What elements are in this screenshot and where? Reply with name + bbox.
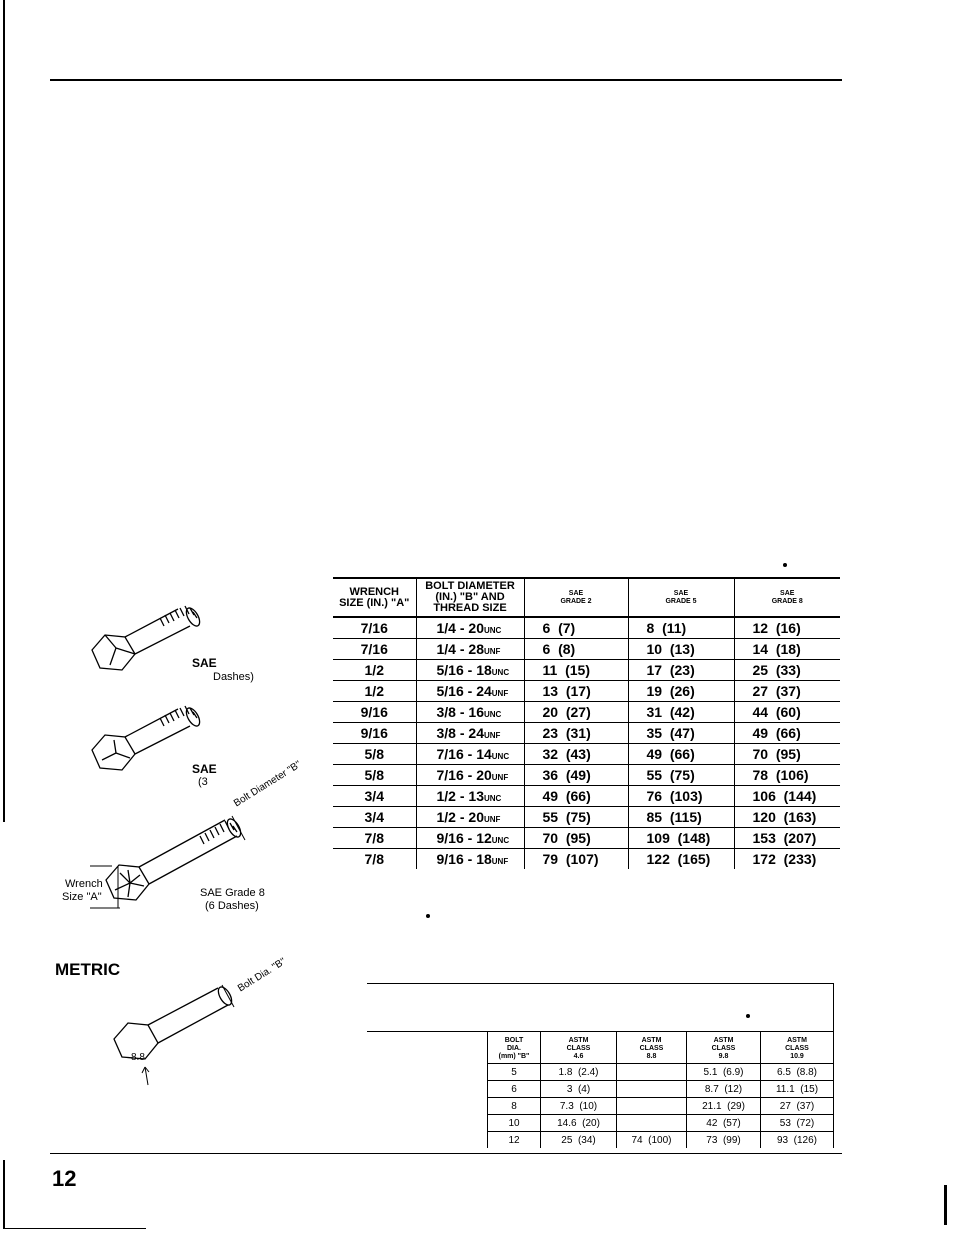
right-edge-mark <box>944 1185 947 1225</box>
wrench-size-label-line1: Wrench <box>65 878 103 890</box>
grade5-torque-cell: 31 (42) <box>628 702 734 723</box>
header-astm-class-9-8: ASTM CLASS 9.8 <box>687 1032 761 1064</box>
page-number: 12 <box>52 1166 77 1191</box>
class-9-8-cell: 21.1 (29) <box>687 1098 761 1115</box>
metric-torque-table <box>487 1032 834 1148</box>
grade2-torque-cell: 79 (107) <box>524 849 628 870</box>
grade2-torque-cell: 36 (49) <box>524 765 628 786</box>
table-row <box>333 765 840 786</box>
class-8-8-cell <box>617 1098 687 1115</box>
bolt2-label-line2: (3 <box>198 776 208 788</box>
table-row <box>333 849 840 870</box>
bolt-size: 3/8 - 16 <box>436 704 484 720</box>
top-rule <box>50 79 842 81</box>
class-10-9-cell: 6.5 (8.8) <box>761 1064 834 1081</box>
bolt-thread-cell <box>416 828 524 849</box>
grade5-torque-cell: 35 (47) <box>628 723 734 744</box>
bolt-thread-cell <box>416 723 524 744</box>
sae-bolt-grade5-icon <box>92 706 202 770</box>
bolt-size: 7/16 - 20 <box>436 767 492 783</box>
wrench-size-cell: 7/8 <box>333 849 416 870</box>
class-4-6-cell: 3 (4) <box>541 1081 617 1098</box>
bolt-size: 5/16 - 24 <box>436 683 492 699</box>
grade5-torque-cell: 49 (66) <box>628 744 734 765</box>
bolt-thread-cell <box>416 765 524 786</box>
bolt-thread-cell <box>416 702 524 723</box>
metric-table-header-row <box>488 1032 834 1064</box>
grade5-torque-cell: 17 (23) <box>628 660 734 681</box>
table-row <box>333 617 840 639</box>
class-9-8-cell: 8.7 (12) <box>687 1081 761 1098</box>
bolt-thread-cell <box>416 681 524 702</box>
grade8-torque-cell: 153 (207) <box>734 828 840 849</box>
bolt-thread-cell <box>416 744 524 765</box>
bolt-size: 9/16 - 18 <box>436 851 492 867</box>
grade5-torque-cell: 109 (148) <box>628 828 734 849</box>
bolt-size: 1/4 - 20 <box>436 620 484 636</box>
table-row <box>333 786 840 807</box>
sae-bolt-grade2-icon <box>92 606 202 670</box>
footnote-dot <box>783 563 787 567</box>
table-row <box>333 828 840 849</box>
sae-table-header-row <box>333 578 840 617</box>
table-row <box>333 723 840 744</box>
grade2-torque-cell: 6 (7) <box>524 617 628 639</box>
class-4-6-cell: 25 (34) <box>541 1132 617 1149</box>
grade8-torque-cell: 70 (95) <box>734 744 840 765</box>
bottom-rule <box>50 1153 842 1154</box>
class-8-8-cell <box>617 1081 687 1098</box>
grade8-torque-cell: 49 (66) <box>734 723 840 744</box>
class-10-9-cell: 27 (37) <box>761 1098 834 1115</box>
thread-type: UNC <box>491 668 510 677</box>
bolt-thread-cell <box>416 849 524 870</box>
header-bolt-dia-mm: BOLT DIA. (mm) "B" <box>488 1032 541 1064</box>
grade2-torque-cell: 6 (8) <box>524 639 628 660</box>
table-row <box>333 807 840 828</box>
class-8-8-cell <box>617 1115 687 1132</box>
grade8-torque-cell: 27 (37) <box>734 681 840 702</box>
metric-title-box <box>367 983 834 1032</box>
sae-bolt-illustrations <box>50 590 290 920</box>
table-row <box>333 681 840 702</box>
wrench-size-cell: 3/4 <box>333 807 416 828</box>
bolt-size: 1/4 - 28 <box>436 641 484 657</box>
grade5-torque-cell: 19 (26) <box>628 681 734 702</box>
metric-head-mark: 8.8 <box>131 1052 145 1063</box>
grade5-torque-cell: 76 (103) <box>628 786 734 807</box>
table-row <box>488 1081 834 1098</box>
grade8-torque-cell: 120 (163) <box>734 807 840 828</box>
grade5-torque-cell: 85 (115) <box>628 807 734 828</box>
wrench-size-cell: 7/16 <box>333 617 416 639</box>
left-margin-line-lower <box>3 1160 5 1228</box>
header-sae-grade5: SAE GRADE 5 <box>628 578 734 617</box>
header-wrench-size: WRENCH SIZE (IN.) "A" <box>333 578 416 617</box>
header-astm-class-10-9: ASTM CLASS 10.9 <box>761 1032 834 1064</box>
bolt-dia-cell: 8 <box>488 1098 541 1115</box>
class-10-9-cell: 53 (72) <box>761 1115 834 1132</box>
wrench-size-cell: 5/8 <box>333 744 416 765</box>
grade2-torque-cell: 11 (15) <box>524 660 628 681</box>
class-4-6-cell: 7.3 (10) <box>541 1098 617 1115</box>
thread-type: UNC <box>483 710 502 719</box>
grade8-torque-cell: 12 (16) <box>734 617 840 639</box>
bolt-size: 1/2 - 20 <box>436 809 484 825</box>
thread-type: UNF <box>491 689 509 698</box>
grade8-torque-cell: 44 (60) <box>734 702 840 723</box>
class-10-9-cell: 93 (126) <box>761 1132 834 1149</box>
thread-type: UNF <box>483 647 501 656</box>
header-astm-class-8-8: ASTM CLASS 8.8 <box>617 1032 687 1064</box>
thread-type: UNC <box>491 836 510 845</box>
table-row <box>488 1064 834 1081</box>
bolt-thread-cell <box>416 786 524 807</box>
bolt-dia-cell: 5 <box>488 1064 541 1081</box>
class-8-8-cell <box>617 1064 687 1081</box>
header-sae-grade2: SAE GRADE 2 <box>524 578 628 617</box>
class-9-8-cell: 5.1 (6.9) <box>687 1064 761 1081</box>
table-row <box>333 744 840 765</box>
wrench-size-cell: 9/16 <box>333 723 416 744</box>
grade8-torque-cell: 78 (106) <box>734 765 840 786</box>
bottom-left-line <box>3 1228 146 1229</box>
bolt3-label-line2: (6 Dashes) <box>205 900 259 912</box>
grade2-torque-cell: 49 (66) <box>524 786 628 807</box>
table-row <box>333 639 840 660</box>
header-astm-class-4-6: ASTM CLASS 4.6 <box>541 1032 617 1064</box>
bolt-size: 7/16 - 14 <box>436 746 492 762</box>
grade5-torque-cell: 122 (165) <box>628 849 734 870</box>
thread-type: UNC <box>483 626 502 635</box>
bolt-size: 5/16 - 18 <box>436 662 492 678</box>
wrench-size-cell: 9/16 <box>333 702 416 723</box>
bolt2-label-line1: SAE <box>192 762 217 776</box>
bolt-dia-cell: 12 <box>488 1132 541 1149</box>
class-4-6-cell: 14.6 (20) <box>541 1115 617 1132</box>
table-row <box>488 1132 834 1149</box>
wrench-size-cell: 3/4 <box>333 786 416 807</box>
table-row <box>488 1098 834 1115</box>
grade2-torque-cell: 70 (95) <box>524 828 628 849</box>
thread-type: UNF <box>491 773 509 782</box>
grade8-torque-cell: 14 (18) <box>734 639 840 660</box>
bolt1-label-line1: SAE <box>192 656 217 670</box>
wrench-size-cell: 5/8 <box>333 765 416 786</box>
bolt-thread-cell <box>416 660 524 681</box>
bolt1-label-line2: Dashes) <box>213 671 254 683</box>
bolt-size: 1/2 - 13 <box>436 788 484 804</box>
bolt-thread-cell <box>416 639 524 660</box>
class-9-8-cell: 42 (57) <box>687 1115 761 1132</box>
table-row <box>488 1115 834 1132</box>
grade8-torque-cell: 25 (33) <box>734 660 840 681</box>
wrench-size-cell: 7/8 <box>333 828 416 849</box>
wrench-size-cell: 1/2 <box>333 660 416 681</box>
bolt3-label-line1: SAE Grade 8 <box>200 887 265 899</box>
bolt-dia-cell: 10 <box>488 1115 541 1132</box>
class-9-8-cell: 73 (99) <box>687 1132 761 1149</box>
grade8-torque-cell: 106 (144) <box>734 786 840 807</box>
class-10-9-cell: 11.1 (15) <box>761 1081 834 1098</box>
grade2-torque-cell: 55 (75) <box>524 807 628 828</box>
metric-bolt-dia-label: Bolt Dia. "B" <box>236 956 288 995</box>
thread-type: UNF <box>483 731 501 740</box>
class-4-6-cell: 1.8 (2.4) <box>541 1064 617 1081</box>
class-8-8-cell: 74 (100) <box>617 1132 687 1149</box>
wrench-size-cell: 7/16 <box>333 639 416 660</box>
bolt-diameter-label: Bolt Diameter "B" <box>232 759 304 810</box>
grade2-torque-cell: 23 (31) <box>524 723 628 744</box>
grade2-torque-cell: 13 (17) <box>524 681 628 702</box>
bolt-size: 9/16 - 12 <box>436 830 492 846</box>
grade2-torque-cell: 32 (43) <box>524 744 628 765</box>
thread-type: UNC <box>483 794 502 803</box>
grade5-torque-cell: 10 (13) <box>628 639 734 660</box>
grade5-torque-cell: 8 (11) <box>628 617 734 639</box>
metric-bolt-icon <box>100 975 300 1095</box>
thread-type: UNF <box>491 857 509 866</box>
thread-type: UNF <box>483 815 501 824</box>
bolt-thread-cell <box>416 807 524 828</box>
grade5-torque-cell: 55 (75) <box>628 765 734 786</box>
sae-torque-table <box>333 577 840 869</box>
grade2-torque-cell: 20 (27) <box>524 702 628 723</box>
header-sae-grade8: SAE GRADE 8 <box>734 578 840 617</box>
wrench-size-cell: 1/2 <box>333 681 416 702</box>
wrench-size-label-line2: Size "A" <box>62 891 102 903</box>
table-row <box>333 660 840 681</box>
left-margin-line <box>3 0 5 822</box>
footnote-dot <box>426 914 430 918</box>
bolt-size: 3/8 - 24 <box>436 725 484 741</box>
metric-title: METRIC <box>55 960 121 979</box>
bolt-thread-cell <box>416 617 524 639</box>
table-row <box>333 702 840 723</box>
grade8-torque-cell: 172 (233) <box>752 851 817 867</box>
thread-type: UNC <box>491 752 510 761</box>
bolt-dia-cell: 6 <box>488 1081 541 1098</box>
header-bolt-diameter: BOLT DIAMETER (IN.) "B" AND THREAD SIZE <box>416 578 524 617</box>
